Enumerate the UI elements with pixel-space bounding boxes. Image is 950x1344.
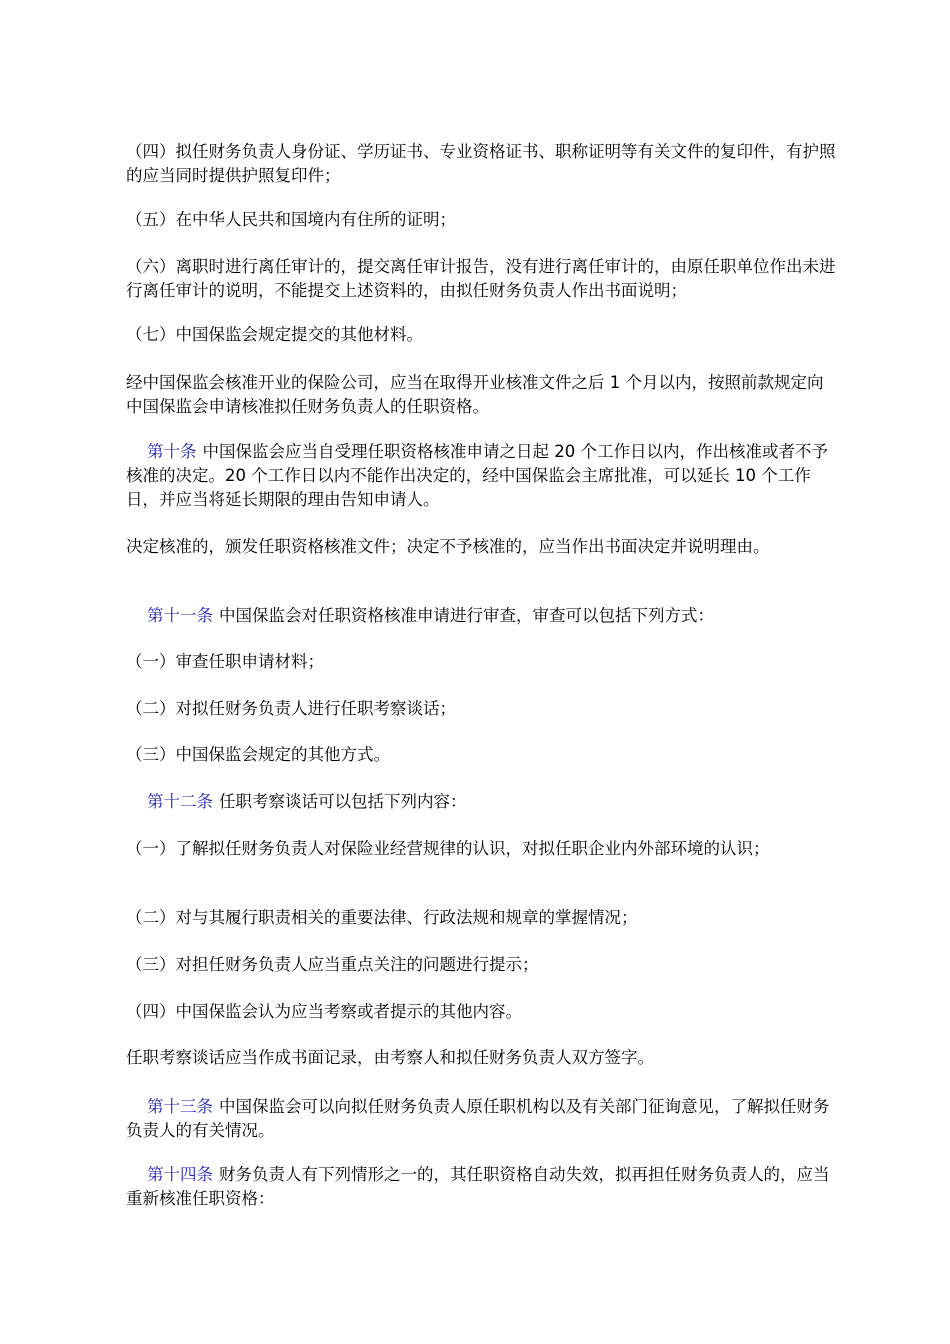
paragraph-item-3: （三）中国保监会规定的其他方式。 bbox=[126, 745, 390, 764]
paragraph-item-2: （二）对拟任财务负责人进行任职考察谈话； bbox=[126, 699, 456, 718]
article-number: 第十二条 bbox=[147, 792, 213, 811]
paragraph-item-6: （六）离职时进行离任审计的，提交离任审计报告，没有进行离任审计的，由原任职单位作出未进行离任审计的说明，不能提交上述资料的，由拟任财务负责人作出书面说明； bbox=[126, 257, 836, 300]
paragraph-body-approval: 经中国保监会核准开业的保险公司，应当在取得开业核准文件之后 1 个月以内，按照前款规定向中国保监会申请核准拟任财务负责人的任职资格。 bbox=[126, 373, 824, 416]
article-number: 第十一条 bbox=[147, 606, 213, 625]
paragraph-item-7: （七）中国保监会规定提交的其他材料。 bbox=[126, 325, 423, 344]
paragraph-item-5: （五）在中华人民共和国境内有住所的证明； bbox=[126, 210, 456, 229]
article-text: 中国保监会可以向拟任财务负责人原任职机构以及有关部门征询意见，了解拟任财务负责人的有关情况。 bbox=[126, 1097, 830, 1140]
article-text: 财务负责人有下列情形之一的，其任职资格自动失效，拟再担任财务负责人的，应当重新核准任职资格： bbox=[126, 1165, 830, 1208]
paragraph-item-4: （四）中国保监会认为应当考察或者提示的其他内容。 bbox=[126, 1002, 522, 1021]
paragraph-item-3: （三）对担任财务负责人应当重点关注的问题进行提示； bbox=[126, 955, 539, 974]
article-text: 中国保监会应当自受理任职资格核准申请之日起 20 个工作日以内，作出核准或者不予核准的决定。20 个工作日以内不能作出决定的，经中国保监会主席批准，可以延长 10 个工作日，并应当将延长期限的理由告知申请人。 bbox=[126, 442, 828, 509]
article-number: 第十三条 bbox=[147, 1097, 213, 1116]
article-number: 第十四条 bbox=[147, 1165, 213, 1184]
paragraph-item-1: （一）审查任职申请材料； bbox=[126, 652, 324, 671]
article-number: 第十条 bbox=[147, 442, 197, 461]
article-10 bbox=[126, 440, 838, 512]
article-text: 中国保监会对任职资格核准申请进行审查，审查可以包括下列方式： bbox=[219, 606, 714, 625]
paragraph-interview-record: 任职考察谈话应当作成书面记录，由考察人和拟任财务负责人双方签字。 bbox=[126, 1048, 654, 1067]
article-11 bbox=[126, 604, 838, 628]
paragraph-item-1: （一）了解拟任财务负责人对保险业经营规律的认识，对拟任职企业内外部环境的认识； bbox=[126, 839, 770, 858]
paragraph-decision: 决定核准的，颁发任职资格核准文件；决定不予核准的，应当作出书面决定并说明理由。 bbox=[126, 537, 770, 556]
article-13 bbox=[126, 1095, 838, 1143]
paragraph-item-4: （四）拟任财务负责人身份证、学历证书、专业资格证书、职称证明等有关文件的复印件，有护照的应当同时提供护照复印件； bbox=[126, 142, 836, 185]
article-12 bbox=[126, 790, 838, 814]
article-14 bbox=[126, 1163, 838, 1211]
paragraph-item-2: （二）对与其履行职责相关的重要法律、行政法规和规章的掌握情况； bbox=[126, 908, 638, 927]
article-text: 任职考察谈话可以包括下列内容： bbox=[219, 792, 467, 811]
